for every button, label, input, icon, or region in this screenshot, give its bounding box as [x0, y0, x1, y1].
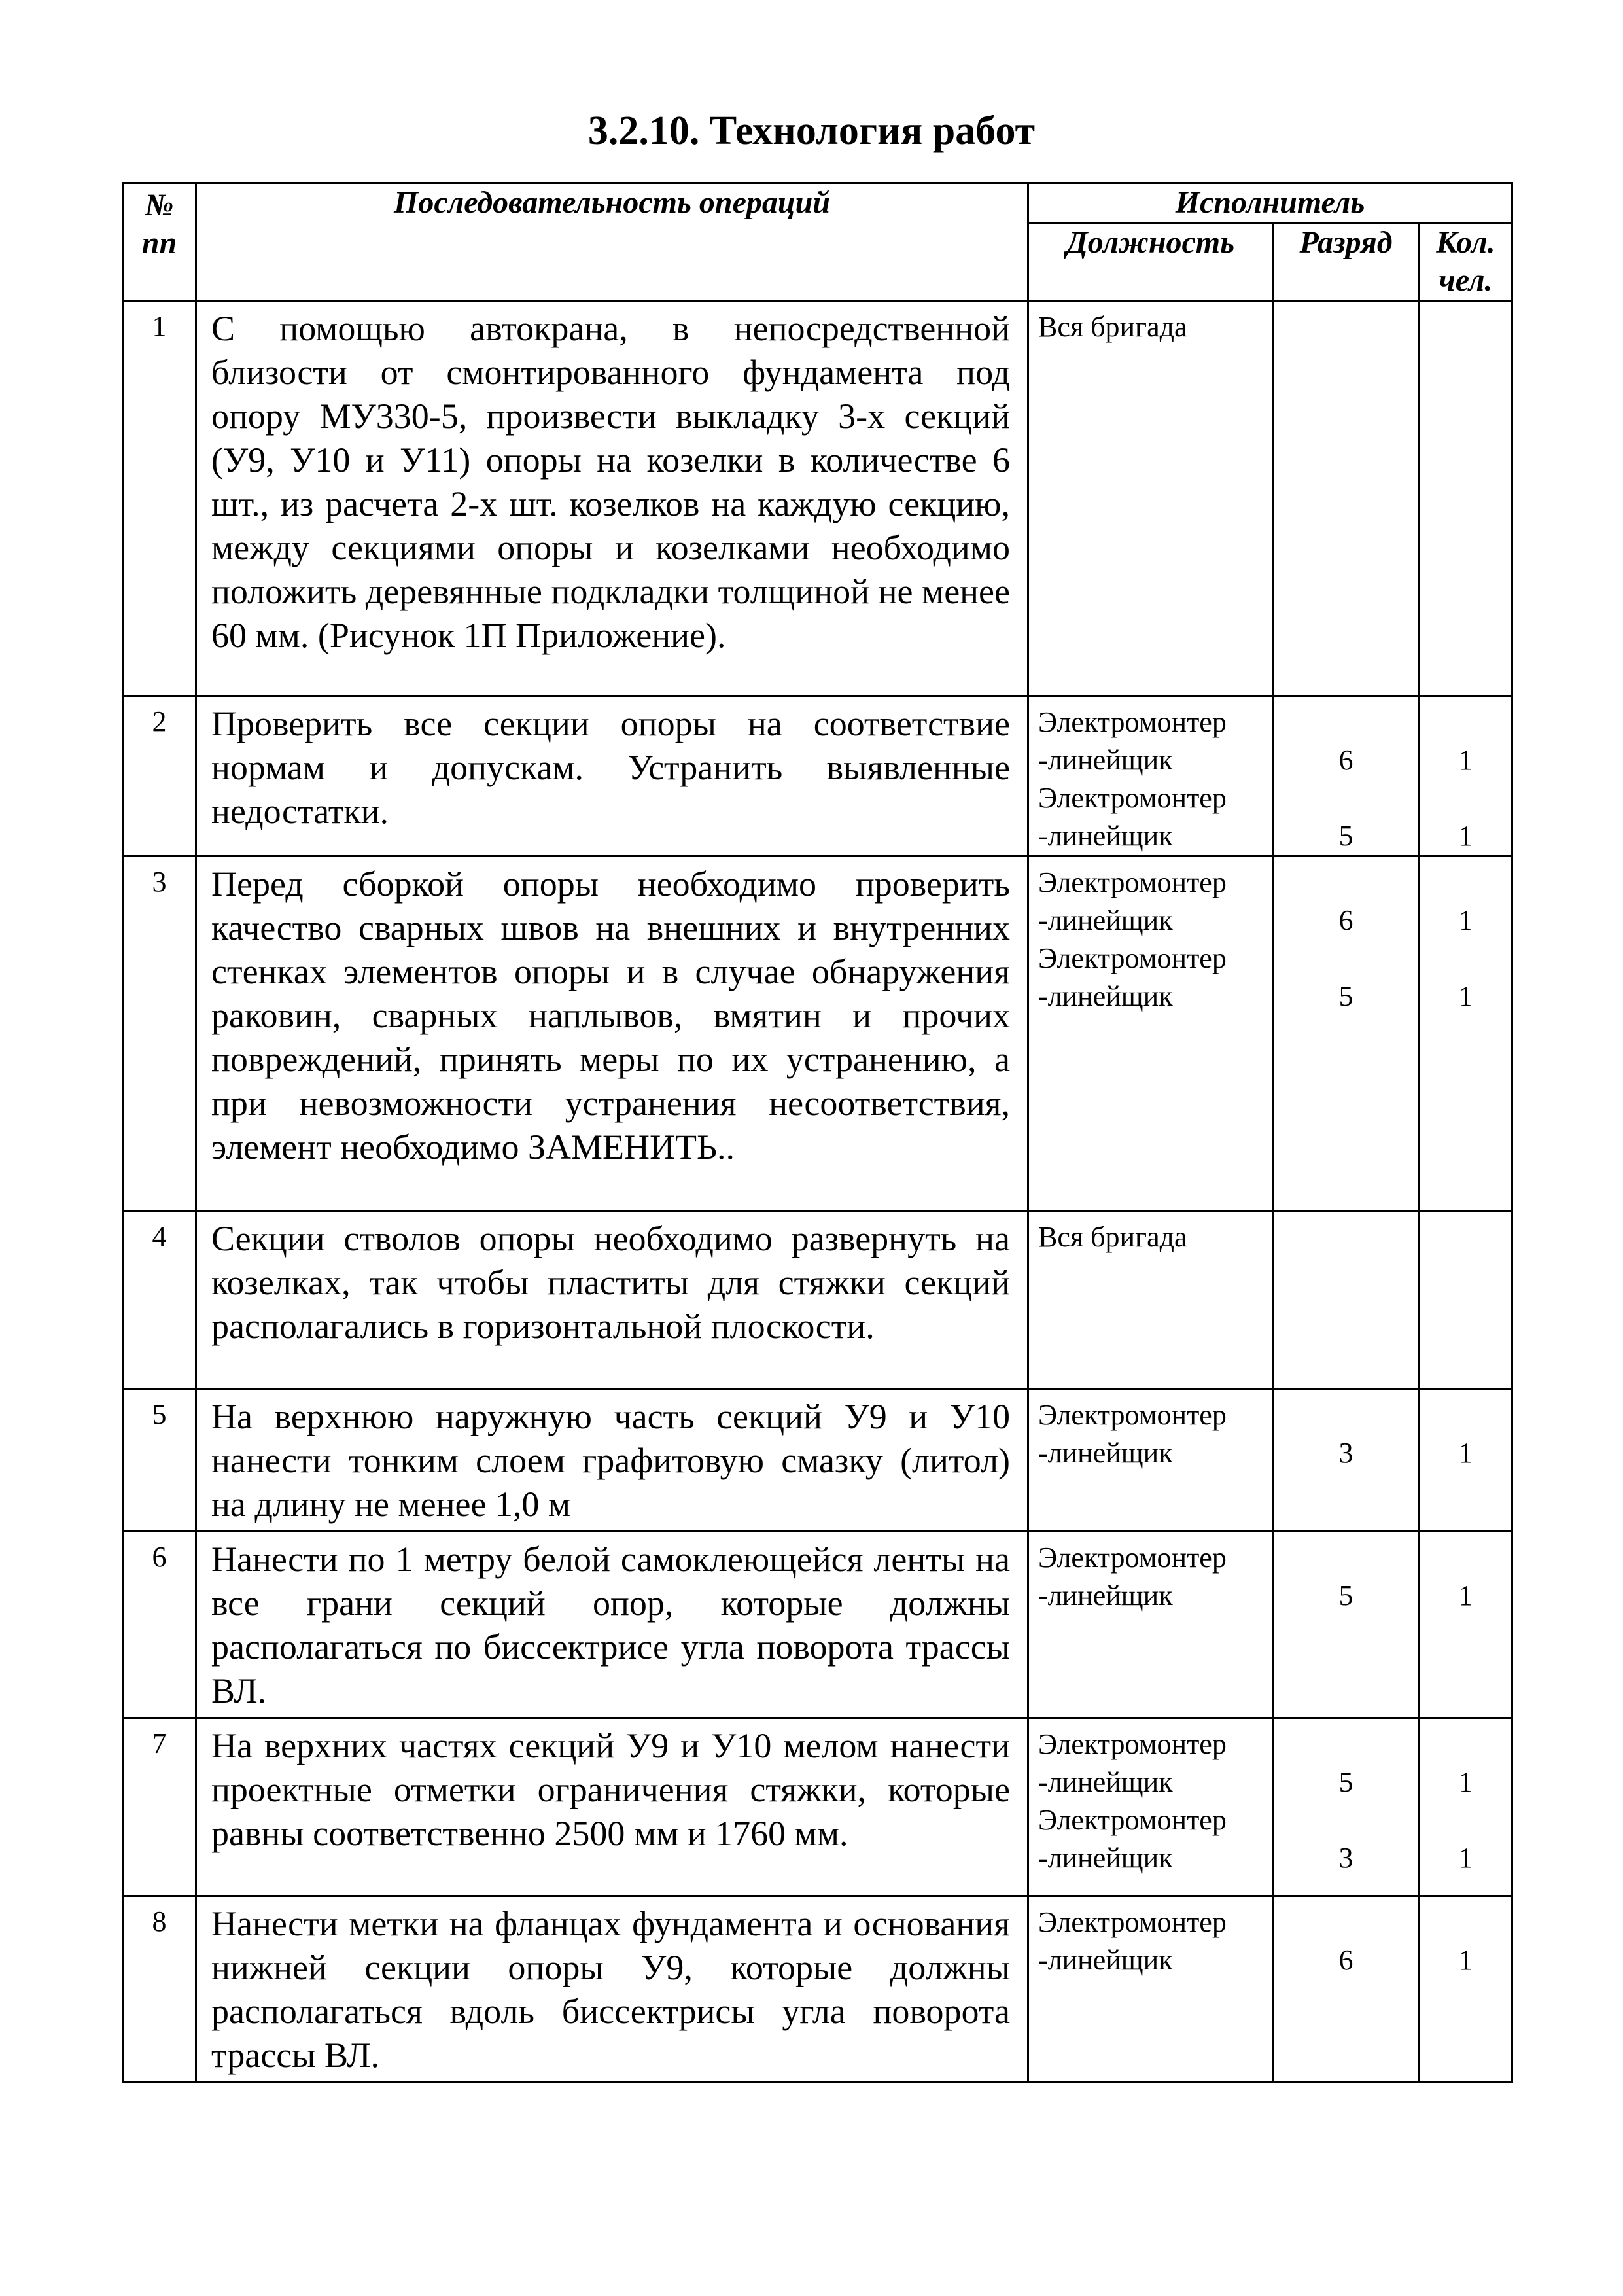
table-row [123, 1896, 1512, 2083]
position-line: -линейщик [1038, 1944, 1173, 1976]
grade-value [1283, 703, 1409, 741]
grade-value: 6 [1338, 1944, 1353, 1976]
count-cell [1420, 1389, 1512, 1532]
position-line: Электромонтер [1038, 942, 1227, 974]
header-position: Должность [1028, 223, 1273, 301]
count-value [1429, 1903, 1502, 1941]
table-row [123, 696, 1512, 857]
grade-value [1283, 1801, 1409, 1839]
position-line: Электромонтер [1038, 1728, 1227, 1760]
position-line: -линейщик [1038, 1437, 1173, 1469]
grade-value [1283, 1396, 1409, 1434]
count-value [1429, 864, 1502, 902]
position-line: Электромонтер [1038, 1399, 1227, 1431]
position-cell [1028, 301, 1273, 696]
position-cell [1028, 1532, 1273, 1718]
operation-text: На верхнюю наружную часть секций У9 и У10 нанести тонким слоем графитовую смазку (литол) на длину не менее 1,0 м [196, 1389, 1028, 1532]
position-cell [1028, 1718, 1273, 1896]
position-line: -линейщик [1038, 1580, 1173, 1612]
header-number [123, 183, 196, 301]
header-number-line1: № [145, 188, 174, 222]
row-number: 4 [123, 1211, 196, 1389]
count-value: 1 [1458, 1437, 1473, 1469]
grade-value: 5 [1338, 1580, 1353, 1612]
position-line: Вся бригада [1038, 311, 1187, 343]
operation-text: Проверить все секции опоры на соответствие нормам и допускам. Устранить выявленные недостатки. [196, 696, 1028, 857]
position-line: -линейщик [1038, 820, 1173, 852]
position-cell [1028, 1211, 1273, 1389]
position-line: -линейщик [1038, 744, 1173, 776]
table-row [123, 1211, 1512, 1389]
header-number-line2: пп [141, 226, 177, 260]
count-cell [1420, 1718, 1512, 1896]
table-row [123, 301, 1512, 696]
position-line: Электромонтер [1038, 782, 1227, 814]
operation-text: На верхних частях секций У9 и У10 мелом нанести проектные отметки ограничения стяжки, которые равны соответственно 2500 мм и 1760 мм. [196, 1718, 1028, 1896]
header-count-line1: Кол. [1436, 225, 1495, 260]
count-cell [1420, 1896, 1512, 2083]
grade-value: 3 [1338, 1437, 1353, 1469]
count-value [1429, 703, 1502, 741]
document-title: 3.2.10. Технология работ [587, 109, 1036, 153]
row-number: 2 [123, 696, 196, 857]
count-value [1429, 1725, 1502, 1763]
operation-text: Секции стволов опоры необходимо развернуть на козелках, так чтобы пластиты для стяжки секций располагались в горизонтальной плоскости. [196, 1211, 1028, 1389]
count-value: 1 [1458, 1766, 1473, 1798]
count-cell [1420, 696, 1512, 857]
position-line: -линейщик [1038, 980, 1173, 1012]
count-cell [1420, 301, 1512, 696]
grade-value [1283, 1725, 1409, 1763]
table-row [123, 1718, 1512, 1896]
grade-value [1283, 1539, 1409, 1577]
count-value: 1 [1458, 744, 1473, 776]
count-value [1429, 1396, 1502, 1434]
grade-cell [1273, 1896, 1420, 2083]
grade-value: 5 [1338, 980, 1353, 1012]
grade-value: 3 [1338, 1842, 1353, 1874]
operation-text: Нанести по 1 метру белой самоклеющейся ленты на все грани секций опор, которые должны располагаться по биссектрисе угла поворота трассы ВЛ. [196, 1532, 1028, 1718]
grade-value: 5 [1338, 820, 1353, 852]
count-value [1429, 1539, 1502, 1577]
grade-value [1283, 940, 1409, 978]
position-line: Электромонтер [1038, 1542, 1227, 1574]
position-line: Электромонтер [1038, 1906, 1227, 1938]
position-line: Электромонтер [1038, 866, 1227, 898]
position-cell [1028, 1389, 1273, 1532]
grade-value: 5 [1338, 1766, 1353, 1798]
row-number: 3 [123, 857, 196, 1211]
grade-cell [1273, 857, 1420, 1211]
row-number: 6 [123, 1532, 196, 1718]
grade-cell [1273, 1211, 1420, 1389]
grade-value [1283, 1903, 1409, 1941]
count-cell [1420, 1211, 1512, 1389]
count-value: 1 [1458, 1842, 1473, 1874]
position-line: -линейщик [1038, 1766, 1173, 1798]
table-row [123, 1389, 1512, 1532]
count-value: 1 [1458, 904, 1473, 936]
position-line: -линейщик [1038, 1842, 1173, 1874]
grade-value: 6 [1338, 744, 1353, 776]
header-executor: Исполнитель [1028, 183, 1512, 223]
count-cell [1420, 1532, 1512, 1718]
position-line: Вся бригада [1038, 1221, 1187, 1253]
header-count-line2: чел. [1439, 263, 1493, 298]
operation-text: Перед сборкой опоры необходимо проверить качество сварных швов на внешних и внутренних стенках элементов опоры и в случае обнаружения раковин, сварных наплывов, вмятин и прочих повреждений, принять меры по их устранению, а при невозможности устранения несоответствия, элемент необходимо ЗАМЕНИТЬ.. [196, 857, 1028, 1211]
grade-value: 6 [1338, 904, 1353, 936]
grade-cell [1273, 696, 1420, 857]
count-value: 1 [1458, 820, 1473, 852]
position-line: Электромонтер [1038, 706, 1227, 738]
grade-value [1283, 864, 1409, 902]
row-number: 1 [123, 301, 196, 696]
grade-value [1283, 779, 1409, 817]
header-operations: Последовательность операций [196, 183, 1028, 301]
grade-cell [1273, 1718, 1420, 1896]
table-row [123, 857, 1512, 1211]
position-line: -линейщик [1038, 904, 1173, 936]
work-technology-table [122, 182, 1513, 2083]
count-value: 1 [1458, 980, 1473, 1012]
position-line: Электромонтер [1038, 1804, 1227, 1836]
position-cell [1028, 1896, 1273, 2083]
count-value: 1 [1458, 1944, 1473, 1976]
operation-text: С помощью автокрана, в непосредственной близости от смонтированного фундамента под опору МУ330-5, произвести выкладку 3-х секций (У9, У10 и У11) опоры на козелки в количестве 6 шт., из расчета 2-х шт. козелков на каждую секцию, между секциями опоры и козелками необходимо положить деревянные подкладки толщиной не менее 60 мм. (Рисунок 1П Приложение). [196, 301, 1028, 696]
grade-cell [1273, 1389, 1420, 1532]
count-value [1429, 940, 1502, 978]
operation-text: Нанести метки на фланцах фундамента и основания нижней секции опоры У9, которые должны располагаться вдоль биссектрисы угла поворота трассы ВЛ. [196, 1896, 1028, 2083]
header-grade: Разряд [1273, 223, 1420, 301]
row-number: 8 [123, 1896, 196, 2083]
count-value [1429, 1801, 1502, 1839]
count-value: 1 [1458, 1580, 1473, 1612]
count-value [1429, 779, 1502, 817]
grade-cell [1273, 301, 1420, 696]
grade-cell [1273, 1532, 1420, 1718]
row-number: 5 [123, 1389, 196, 1532]
table-row [123, 1532, 1512, 1718]
row-number: 7 [123, 1718, 196, 1896]
position-cell [1028, 696, 1273, 857]
position-cell [1028, 857, 1273, 1211]
header-count [1420, 223, 1512, 301]
count-cell [1420, 857, 1512, 1211]
